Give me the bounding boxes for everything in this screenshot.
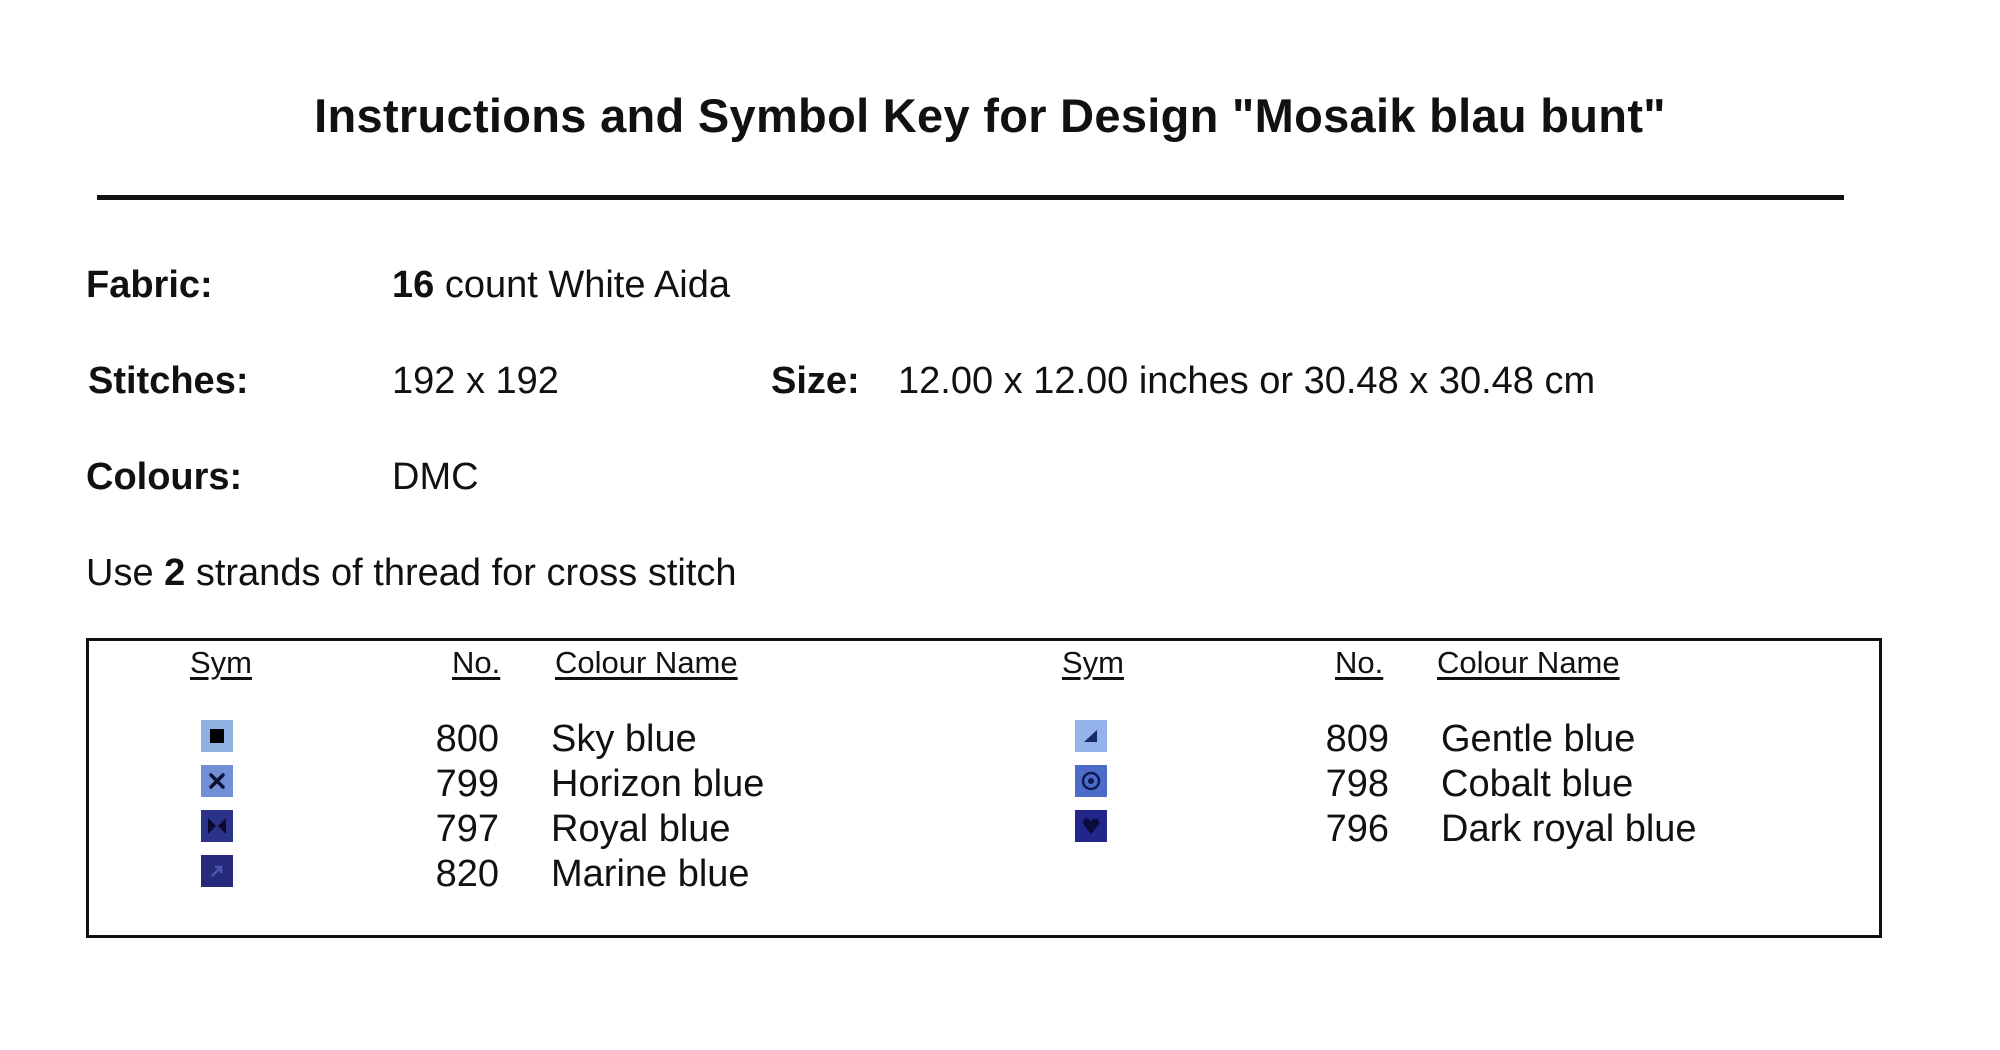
colour-name: Gentle blue [1441, 718, 1636, 760]
strands-count: 2 [164, 552, 186, 594]
fabric-type: count White Aida [434, 264, 731, 306]
header-sym-right: Sym [1062, 645, 1124, 680]
heart-icon [1075, 810, 1107, 842]
colour-name: Dark royal blue [1441, 808, 1697, 850]
strands-text-after: strands of thread for cross stitch [185, 552, 737, 594]
arrow-icon [201, 855, 233, 887]
fabric-count: 16 [392, 264, 435, 306]
page-title: Instructions and Symbol Key for Design "Mosaik blau bunt" [314, 89, 1666, 142]
header-sym-left: Sym [190, 645, 252, 680]
symbol-key-table [86, 638, 1882, 938]
colour-number: 799 [435, 763, 499, 805]
filled-square-icon [201, 720, 233, 752]
title-divider [97, 195, 1844, 200]
size-value: 12.00 x 12.00 inches or 30.48 x 30.48 cm [898, 360, 1596, 402]
size-label: Size: [771, 360, 860, 402]
colour-number: 820 [435, 853, 499, 895]
stitches-label: Stitches: [88, 360, 249, 402]
strands-instruction [86, 552, 737, 595]
colour-number: 809 [1325, 718, 1389, 760]
strands-text-before: Use [86, 552, 165, 594]
colour-number: 800 [435, 718, 499, 760]
header-no-right: No. [1335, 645, 1384, 680]
colour-number: 797 [435, 808, 499, 850]
bowtie-icon [201, 810, 233, 842]
colour-number: 796 [1325, 808, 1389, 850]
header-colour-name-left: Colour Name [555, 645, 738, 680]
colours-value: DMC [392, 456, 479, 498]
colour-name: Sky blue [551, 718, 697, 760]
colour-name: Horizon blue [551, 763, 765, 805]
colour-name: Cobalt blue [1441, 763, 1634, 805]
fabric-label: Fabric: [86, 264, 213, 306]
colour-name: Royal blue [551, 808, 731, 850]
cross-icon [201, 765, 233, 797]
triangle-icon [1075, 720, 1107, 752]
fabric-value [392, 264, 730, 307]
stitches-value: 192 x 192 [392, 360, 559, 402]
colour-number: 798 [1325, 763, 1389, 805]
colours-label: Colours: [86, 456, 243, 498]
header-no-left: No. [452, 645, 501, 680]
header-colour-name-right: Colour Name [1437, 645, 1620, 680]
colour-name: Marine blue [551, 853, 750, 895]
ring-dot-icon [1075, 765, 1107, 797]
